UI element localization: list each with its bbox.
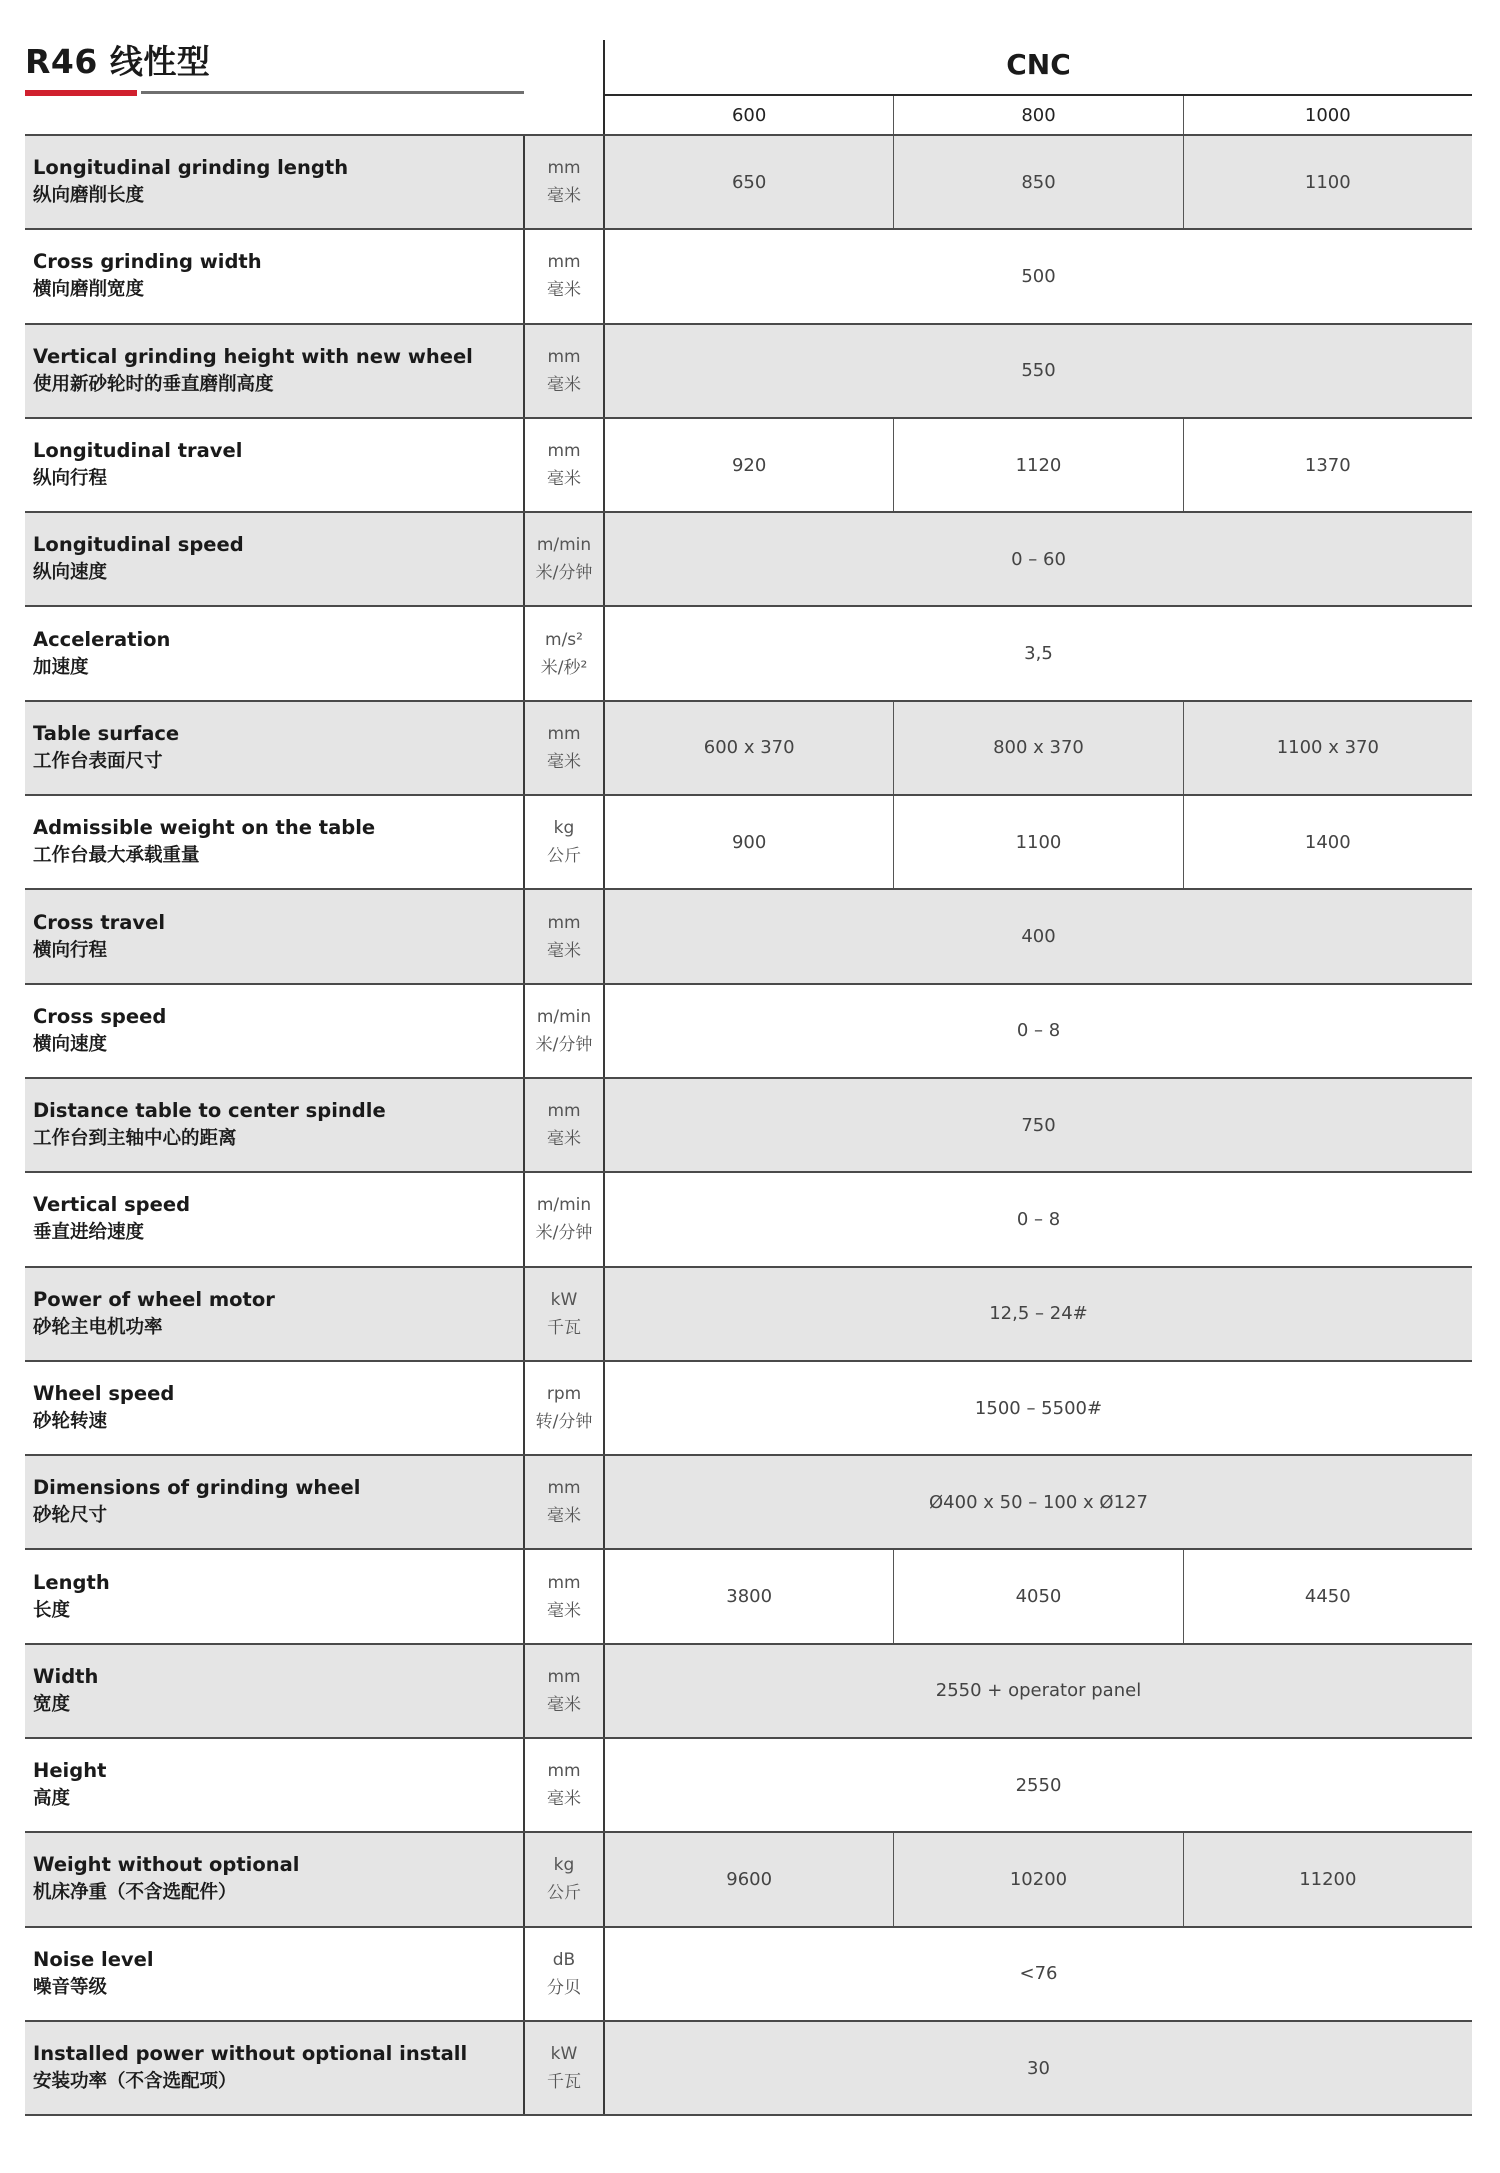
unit-cn: 米/分钟 [535,1034,593,1055]
unit-cn: 千瓦 [547,2072,581,2093]
spec-name-en: Cross speed [33,1004,167,1028]
table-row [25,417,1472,511]
unit-cn: 毫米 [547,1694,581,1715]
value-cell: 11200 [1299,1868,1357,1890]
spec-name-cn: 使用新砂轮时的垂直磨削高度 [33,373,274,395]
value-cell: 1500 – 5500# [974,1397,1103,1419]
spec-label [25,1645,523,1737]
unit-cn: 毫米 [547,186,581,207]
value-cell: 0 – 8 [1016,1020,1061,1042]
value-cells [605,325,1472,417]
spec-label [25,1079,523,1171]
unit-cell [523,1928,605,2020]
value-cells [605,702,1472,794]
table-row [25,605,1472,699]
table-row [25,1737,1472,1831]
unit-en: m/s² [545,629,583,650]
unit-cell [523,1079,605,1171]
table-row [25,228,1472,322]
unit-en: m/min [536,535,592,556]
value-cell: 1120 [894,419,1183,511]
value-cells [605,1739,1472,1831]
group-header: CNC [1006,48,1071,81]
value-cell: 800 x 370 [894,702,1183,794]
spec-name-cn: 长度 [33,1599,71,1621]
unit-en: kW [550,1289,578,1310]
spec-name-cn: 砂轮转速 [33,1411,108,1432]
unit-cn: 千瓦 [547,1317,581,1338]
value-cells [605,2022,1472,2114]
value-cells [605,1550,1472,1642]
spec-name-en: Dimensions of grinding wheel [33,1476,361,1500]
spec-label [25,607,523,699]
table-row [25,1266,1472,1360]
value-cell: <76 [1019,1963,1058,1985]
model-header: 1000 [1304,104,1351,126]
model-header: 600 [605,96,894,134]
page-title: R46 线性型 [25,42,211,81]
spec-name-cn: 纵向速度 [33,562,108,584]
spec-label [25,136,523,228]
spec-name-cn: 横向行程 [33,939,108,961]
spec-name-en: Weight without optional [33,1853,300,1877]
value-cells [605,230,1472,322]
unit-cell [523,985,605,1077]
unit-en: mm [547,723,581,744]
value-cell: 650 [605,136,894,228]
value-cells [605,1173,1472,1265]
value-cell: 0 – 60 [1011,548,1066,570]
value-cells [605,1928,1472,2020]
unit-en: mm [547,1761,581,1782]
table-row [25,888,1472,982]
spec-label [25,1928,523,2020]
unit-cell [523,136,605,228]
unit-cn: 分贝 [547,1977,581,1998]
table-row [25,134,1472,228]
value-cell: 9600 [605,1833,894,1925]
spec-name-en: Installed power without optional install [33,2042,468,2066]
value-cells [605,1645,1472,1737]
unit-cn: 公斤 [547,846,581,867]
table-row [25,1360,1472,1454]
table-row [25,1926,1472,2020]
unit-en: mm [547,346,581,367]
value-cell: 550 [1021,360,1056,382]
unit-cell [523,1645,605,1737]
table-row [25,2020,1472,2116]
value-cells [605,136,1472,228]
unit-cn: 毫米 [547,469,581,490]
unit-cell [523,2022,605,2114]
spec-name-en: Distance table to center spindle [33,1099,386,1123]
unit-en: mm [547,912,581,933]
spec-name-cn: 纵向磨削长度 [33,185,145,207]
spec-name-cn: 噪音等级 [33,1976,108,1998]
unit-en: kg [553,818,575,839]
spec-name-en: Longitudinal grinding length [33,156,349,180]
spec-name-en: Vertical grinding height with new wheel [33,344,473,368]
unit-en: m/min [536,1006,592,1027]
unit-cell [523,513,605,605]
value-cell: 1400 [1304,831,1351,853]
spec-name-en: Wheel speed [33,1382,175,1405]
table-row [25,700,1472,794]
unit-cell [523,796,605,888]
value-cell: 3800 [605,1550,894,1642]
unit-cell [523,325,605,417]
unit-cn: 公斤 [547,1883,581,1904]
table-row [25,323,1472,417]
value-cell: 850 [894,136,1183,228]
value-cells [605,1268,1472,1360]
unit-cn: 米/分钟 [535,1223,593,1244]
unit-en: dB [552,1949,576,1970]
spec-name-en: Power of wheel motor [33,1287,275,1311]
unit-cell [523,702,605,794]
spec-label [25,1550,523,1642]
spec-table [25,134,1472,2116]
table-row [25,1171,1472,1265]
spec-label [25,1739,523,1831]
unit-en: mm [547,252,581,273]
unit-cell [523,890,605,982]
unit-en: mm [547,1478,581,1499]
spec-name-en: Cross grinding width [33,250,262,274]
model-header-row [605,96,1472,134]
spec-label [25,1456,523,1548]
spec-label [25,1268,523,1360]
value-cells [605,419,1472,511]
spec-name-cn: 宽度 [33,1693,71,1715]
unit-en: m/min [536,1195,592,1216]
value-cell: 1100 [1304,171,1351,193]
spec-label [25,1173,523,1265]
spec-label [25,325,523,417]
unit-cell [523,1173,605,1265]
unit-cn: 米/秒² [540,657,588,678]
spec-name-cn: 高度 [33,1788,71,1810]
value-cell: 1100 [894,796,1183,888]
unit-en: kW [550,2044,578,2065]
spec-label [25,1833,523,1925]
spec-label [25,513,523,605]
value-cell: 1370 [1304,454,1351,476]
value-cells [605,796,1472,888]
unit-en: mm [547,1572,581,1593]
unit-cell [523,419,605,511]
unit-en: mm [547,1666,581,1687]
spec-name-cn: 工作台到主轴中心的距离 [33,1128,237,1150]
value-cells [605,1456,1472,1548]
spec-name-cn: 砂轮尺寸 [33,1505,108,1527]
value-cell: 4450 [1304,1586,1351,1608]
value-cells [605,513,1472,605]
title-underline [141,91,524,94]
unit-en: kg [553,1855,575,1876]
value-cells [605,1362,1472,1454]
spec-name-en: Table surface [33,721,180,745]
spec-label [25,985,523,1077]
table-row [25,511,1472,605]
unit-cell [523,1268,605,1360]
unit-cell [523,1362,605,1454]
value-cell: 0 – 8 [1016,1208,1061,1230]
table-row [25,1548,1472,1642]
table-row [25,794,1472,888]
unit-cell [523,1456,605,1548]
value-cells [605,985,1472,1077]
spec-name-en: Acceleration [33,627,171,651]
spec-name-en: Longitudinal speed [33,533,244,557]
title-accent-bar [25,90,137,96]
table-row [25,1643,1472,1737]
spec-name-en: Height [33,1759,107,1783]
unit-cell [523,1550,605,1642]
unit-en: rpm [546,1384,582,1404]
spec-name-cn: 安装功率（不含选配项） [33,2071,237,2093]
value-cell: 12,5 – 24# [989,1303,1088,1325]
table-row [25,983,1472,1077]
spec-label [25,890,523,982]
value-cell: 1100 x 370 [1276,737,1379,759]
spec-name-cn: 砂轮主电机功率 [33,1316,163,1338]
spec-name-en: Length [33,1570,110,1594]
unit-cn: 米/分钟 [535,563,593,584]
spec-name-cn: 横向速度 [33,1033,108,1055]
unit-en: mm [547,1101,581,1122]
spec-name-en: Vertical speed [33,1193,191,1217]
unit-cell [523,230,605,322]
model-header: 800 [894,96,1183,134]
table-row [25,1454,1472,1548]
spec-name-cn: 工作台表面尺寸 [33,750,163,772]
unit-cn: 毫米 [547,1600,581,1621]
value-cell: 500 [1021,265,1056,287]
unit-cell [523,1833,605,1925]
value-cell: 10200 [894,1833,1183,1925]
spec-label [25,1362,523,1454]
value-cell: 400 [1021,926,1056,948]
unit-en: mm [547,441,581,462]
spec-label [25,2022,523,2114]
spec-name-cn: 横向磨削宽度 [33,279,145,301]
spec-name-en: Width [33,1664,99,1688]
unit-cn: 毫米 [547,1789,581,1810]
spec-name-en: Noise level [33,1947,154,1971]
spec-label [25,419,523,511]
value-cells [605,1079,1472,1171]
spec-name-en: Cross travel [33,910,166,934]
spec-name-cn: 机床净重（不含选配件） [33,1882,237,1904]
value-cell: 3,5 [1024,643,1053,665]
unit-cn: 毫米 [547,280,581,301]
unit-cell [523,607,605,699]
spec-label [25,796,523,888]
value-cell: 30 [1027,2057,1050,2079]
unit-cn: 毫米 [547,751,581,772]
unit-cn: 转/分钟 [535,1412,593,1432]
spec-name-cn: 垂直进给速度 [33,1222,145,1244]
unit-cell [523,1739,605,1831]
spec-name-cn: 纵向行程 [33,468,108,490]
value-cell: 600 x 370 [605,702,894,794]
value-cell: Ø400 x 50 – 100 x Ø127 [929,1491,1148,1513]
value-cell: 2550 + operator panel [935,1680,1142,1702]
spec-name-en: Admissible weight on the table [33,816,376,840]
table-row [25,1077,1472,1171]
unit-cn: 毫米 [547,1506,581,1527]
value-cells [605,1833,1472,1925]
unit-en: mm [547,158,581,179]
value-cells [605,890,1472,982]
unit-cn: 毫米 [547,374,581,395]
unit-cn: 毫米 [547,1129,581,1150]
unit-cn: 毫米 [547,940,581,961]
value-cell: 900 [605,796,894,888]
value-cell: 920 [605,419,894,511]
value-cell: 4050 [894,1550,1183,1642]
table-row [25,1831,1472,1925]
value-cell: 750 [1021,1114,1056,1136]
spec-name-cn: 加速度 [33,656,89,678]
spec-label [25,230,523,322]
spec-name-cn: 工作台最大承载重量 [33,845,200,867]
value-cell: 2550 [1015,1774,1062,1796]
value-cells [605,607,1472,699]
spec-label [25,702,523,794]
spec-name-en: Longitudinal travel [33,439,243,463]
